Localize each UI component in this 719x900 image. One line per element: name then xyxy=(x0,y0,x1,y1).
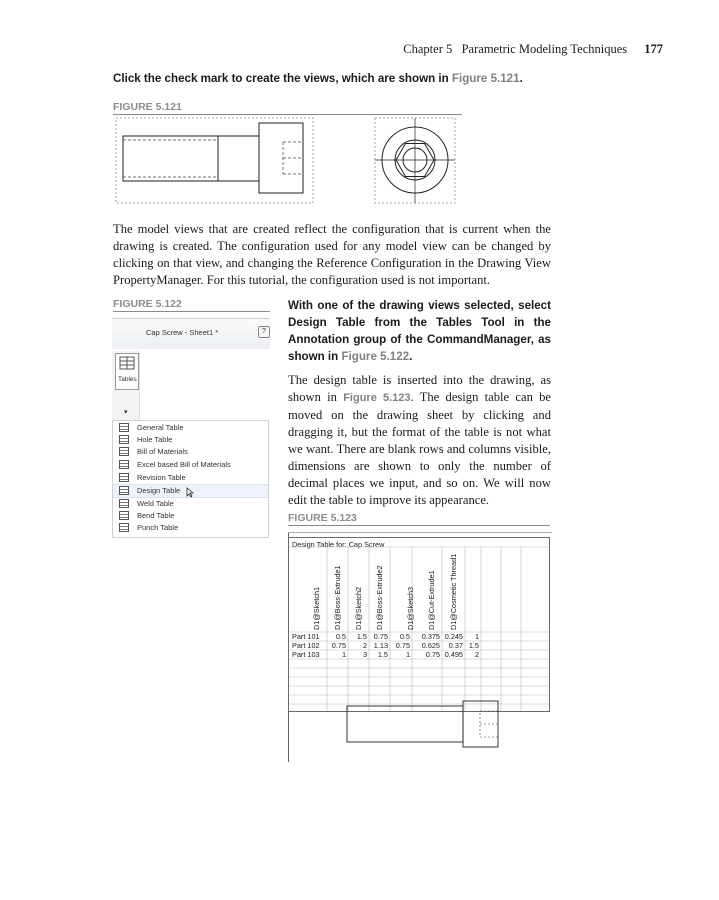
table-cell: 0.5 xyxy=(399,632,410,641)
tables-label: Tables xyxy=(118,376,137,383)
menu-item-punch-table[interactable]: Punch Table xyxy=(113,522,268,534)
row-name: Part 102 xyxy=(292,641,320,650)
punch-table-icon xyxy=(119,523,129,532)
column-header: D1@Sketch2 xyxy=(354,586,363,630)
bend-table-icon xyxy=(119,511,129,520)
table-cell: 0.37 xyxy=(448,641,463,650)
menu-item-bill-of-materials[interactable]: Bill of Materials xyxy=(113,446,268,458)
column-header: D1@Sketch3 xyxy=(406,586,415,630)
figure-reference: Figure 5.123 xyxy=(343,392,411,404)
table-cell: 0.75 xyxy=(395,641,410,650)
table-cell: 1.5 xyxy=(468,641,479,650)
sheet-edge-top xyxy=(288,532,552,533)
table-cell: 1 xyxy=(405,650,410,659)
drawing-view-below-table xyxy=(288,700,552,762)
page-number: 177 xyxy=(644,42,663,56)
table-cell: 0.5 xyxy=(335,632,346,641)
design-table[interactable] xyxy=(288,537,550,712)
table-cell: 0.375 xyxy=(421,632,440,641)
menu-item-excel-bom[interactable]: Excel based Bill of Materials xyxy=(113,459,268,471)
tab-title: Cap Screw - Sheet1 * xyxy=(146,328,219,337)
row-name: Part 103 xyxy=(292,650,320,659)
design-table-grid xyxy=(289,538,549,711)
table-cell: 3 xyxy=(362,650,367,659)
tables-button[interactable] xyxy=(115,353,139,390)
instruction-step-2 xyxy=(288,297,551,365)
chevron-down-icon[interactable]: ▾ xyxy=(124,409,128,416)
figure-5-123-label: FIGURE 5.123 xyxy=(288,512,550,526)
instruction-step xyxy=(113,72,573,85)
design-table-title: Design Table for: Cap Screw xyxy=(292,540,385,549)
tables-menu xyxy=(112,420,269,538)
menu-item-bend-table[interactable]: Bend Table xyxy=(113,510,268,522)
column-header: D1@Cosmetic Thread1 xyxy=(449,553,458,630)
chapter-label: Chapter 5 xyxy=(403,42,453,56)
weld-table-icon xyxy=(119,499,129,508)
row-name: Part 101 xyxy=(292,632,320,641)
menu-item-revision-table[interactable]: Revision Table xyxy=(113,472,268,484)
table-cell: 0.75 xyxy=(425,650,440,659)
column-header: D1@Boss-Extrude1 xyxy=(333,565,342,630)
revision-table-icon xyxy=(119,473,129,482)
menu-item-design-table[interactable]: Design Table xyxy=(113,484,268,498)
chapter-title: Parametric Modeling Techniques xyxy=(461,42,628,56)
hole-table-icon xyxy=(119,435,129,444)
table-cell: 2 xyxy=(474,650,479,659)
table-cell: 1.5 xyxy=(356,632,367,641)
help-icon[interactable]: ? xyxy=(258,326,270,338)
column-header: D1@Boss-Extrude2 xyxy=(375,565,384,630)
table-grid-icon xyxy=(116,356,138,374)
table-cell: 0.625 xyxy=(421,641,440,650)
running-header xyxy=(0,42,663,57)
cursor-icon xyxy=(186,487,194,498)
figure-reference: Figure 5.121 xyxy=(451,72,520,85)
table-cell: 1.13 xyxy=(373,641,388,650)
side-view xyxy=(123,123,303,193)
table-cell: 0.75 xyxy=(331,641,346,650)
end-view xyxy=(375,118,455,203)
bom-icon xyxy=(119,447,129,456)
table-cell: 0.75 xyxy=(373,632,388,641)
figure-5-121-label: FIGURE 5.121 xyxy=(113,101,462,115)
figure-5-122-label: FIGURE 5.122 xyxy=(113,298,270,312)
table-cell: 1 xyxy=(341,650,346,659)
instruction-text: With one of the drawing views selected, select Design Table from the Tables Tool in the Annotation group of the CommandManager, as shown in xyxy=(288,299,551,363)
menu-item-general-table[interactable]: General Table xyxy=(113,422,268,434)
instruction-end: . xyxy=(519,72,523,85)
excel-bom-icon xyxy=(119,460,129,469)
text: . The design table can be moved on the drawing sheet by clicking and dragging it, but the format of the table is not what we want. There are blank rows and columns visible, dimensions are shown to only the number of decimal places we input, and so on. We will now edit the table to improve its appearance. xyxy=(288,390,552,507)
table-cell: 2 xyxy=(362,641,367,650)
design-table-icon xyxy=(119,486,129,495)
table-cell: 1 xyxy=(474,632,479,641)
figure-5-121-drawing xyxy=(113,116,463,206)
body-paragraph: The model views that are created reflect the configuration that is current when the drawing is created. The configuration used for any model view can be changed by clicking on that view, and changing the Reference Configuration in the Drawing View PropertyManager. For this tutorial, the configuration used is not important. xyxy=(113,222,551,287)
figure-reference: Figure 5.122 xyxy=(341,350,410,363)
instruction-text: Click the check mark to create the views, which are shown in xyxy=(113,72,452,85)
table-cell: 0.245 xyxy=(444,632,463,641)
menu-item-hole-table[interactable]: Hole Table xyxy=(113,434,268,446)
text: The design table is inserted into the drawing, as shown in xyxy=(288,373,551,404)
menu-item-weld-table[interactable]: Weld Table xyxy=(113,498,268,510)
table-cell: 1.5 xyxy=(377,650,388,659)
column-header: D1@Sketch1 xyxy=(312,586,321,630)
table-icon xyxy=(119,423,129,432)
table-cell: 0.495 xyxy=(444,650,463,659)
body-paragraph-2 xyxy=(288,372,551,509)
column-header: D1@Cut-Extrude1 xyxy=(427,570,436,630)
instruction-end: . xyxy=(409,350,413,363)
